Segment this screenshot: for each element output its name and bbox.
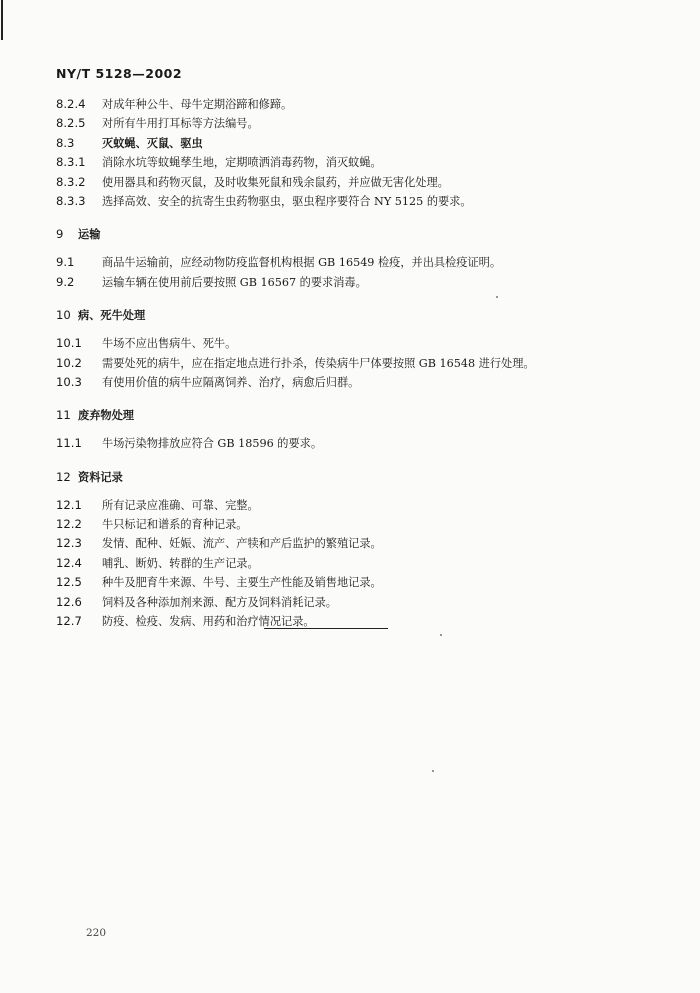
document-body [56, 96, 656, 632]
chapter-9-heading [56, 226, 656, 246]
clause-text: 消除水坑等蚊蝇孳生地，定期喷洒消毒药物，消灭蚊蝇。 [102, 156, 382, 170]
clause-text: 运输车辆在使用前后要按照 GB 16567 的要求消毒。 [102, 275, 367, 289]
standard-code-header: NY/T 5128—2002 [56, 66, 183, 81]
clause-number: 12.6 [56, 594, 82, 609]
clause-8-2-5 [56, 115, 656, 134]
scan-edge-mark [1, 0, 3, 40]
clause-number: 8.3.2 [56, 174, 86, 189]
clause-number: 8.3.3 [56, 193, 86, 208]
clause-9-2 [56, 274, 656, 293]
clause-number: 9.1 [56, 255, 75, 270]
clause-number: 10.2 [56, 355, 82, 370]
chapter-title: 运输 [78, 228, 101, 242]
clause-number: 12.4 [56, 555, 82, 570]
clause-text: 所有记录应准确、可靠、完整。 [102, 498, 259, 512]
clause-number: 12.3 [56, 536, 82, 551]
clause-number: 12.7 [56, 614, 82, 629]
clause-number: 10.1 [56, 336, 82, 351]
chapter-11-heading [56, 407, 656, 427]
chapter-title: 病、死牛处理 [78, 309, 146, 323]
clause-12-6 [56, 594, 656, 613]
scan-speck [432, 770, 434, 772]
end-of-document-rule [264, 628, 388, 629]
clause-number: 8.2.5 [56, 116, 86, 131]
clause-text: 发情、配种、妊娠、流产、产犊和产后监护的繁殖记录。 [102, 537, 382, 551]
subsection-8-3-heading [56, 135, 656, 154]
clause-number: 8.3.1 [56, 155, 86, 170]
clause-number: 8.2.4 [56, 97, 86, 111]
clause-12-2 [56, 516, 656, 535]
subsection-title: 灭蚊蝇、灭鼠、驱虫 [102, 136, 203, 150]
scan-speck [496, 296, 498, 298]
clause-number: 9.2 [56, 274, 75, 289]
clause-text: 有使用价值的病牛应隔离饲养、治疗，病愈后归群。 [102, 375, 360, 389]
clause-number: 12.2 [56, 517, 82, 532]
clause-12-5 [56, 574, 656, 593]
clause-number: 12.1 [56, 497, 82, 512]
chapter-number: 12 [56, 469, 71, 484]
clause-10-3 [56, 374, 656, 393]
chapter-title: 资料记录 [78, 470, 123, 484]
chapter-12-heading [56, 469, 656, 489]
clause-text: 对所有牛用打耳标等方法编号。 [102, 117, 259, 131]
clause-text: 哺乳、断奶、转群的生产记录。 [102, 556, 259, 570]
chapter-10-heading [56, 307, 656, 327]
clause-8-3-3 [56, 193, 656, 212]
clause-text: 需要处死的病牛，应在指定地点进行扑杀，传染病牛尸体要按照 GB 16548 进行处理。 [102, 356, 535, 370]
clause-8-2-4 [56, 96, 656, 115]
clause-text: 牛场污染物排放应符合 GB 18596 的要求。 [102, 437, 323, 451]
chapter-number: 11 [56, 408, 71, 423]
clause-12-3 [56, 535, 656, 554]
clause-8-3-1 [56, 154, 656, 173]
clause-text: 牛只标记和谱系的育种记录。 [102, 518, 248, 532]
clause-11-1 [56, 435, 656, 454]
clause-12-4 [56, 555, 656, 574]
clause-number: 8.3 [56, 135, 75, 150]
clause-text: 商品牛运输前，应经动物防疫监督机构根据 GB 16549 检疫，并出具检疫证明。 [102, 256, 502, 270]
chapter-number: 9 [56, 227, 64, 242]
clause-12-1 [56, 497, 656, 516]
clause-12-7 [56, 613, 656, 632]
chapter-title: 废弃物处理 [78, 409, 134, 423]
clause-10-2 [56, 355, 656, 374]
clause-8-3-2 [56, 174, 656, 193]
clause-number: 10.3 [56, 374, 82, 389]
page-number: 220 [86, 927, 107, 939]
clause-text: 对成年种公牛、母牛定期浴蹄和修蹄。 [102, 98, 293, 111]
clause-text: 牛场不应出售病牛、死牛。 [102, 337, 237, 351]
clause-text: 使用器具和药物灭鼠，及时收集死鼠和残余鼠药，并应做无害化处理。 [102, 175, 449, 189]
chapter-number: 10 [56, 308, 71, 323]
clause-text: 种牛及肥育牛来源、牛号、主要生产性能及销售地记录。 [102, 576, 382, 590]
clause-text: 选择高效、安全的抗寄生虫药物驱虫，驱虫程序要符合 NY 5125 的要求。 [102, 194, 472, 208]
clause-9-1 [56, 254, 656, 273]
scan-speck [440, 634, 442, 636]
clause-number: 11.1 [56, 436, 82, 451]
clause-text: 饲料及各种添加剂来源、配方及饲料消耗记录。 [102, 595, 337, 609]
clause-text: 防疫、检疫、发病、用药和治疗情况记录。 [102, 615, 315, 629]
clause-number: 12.5 [56, 575, 82, 590]
clause-10-1 [56, 335, 656, 354]
